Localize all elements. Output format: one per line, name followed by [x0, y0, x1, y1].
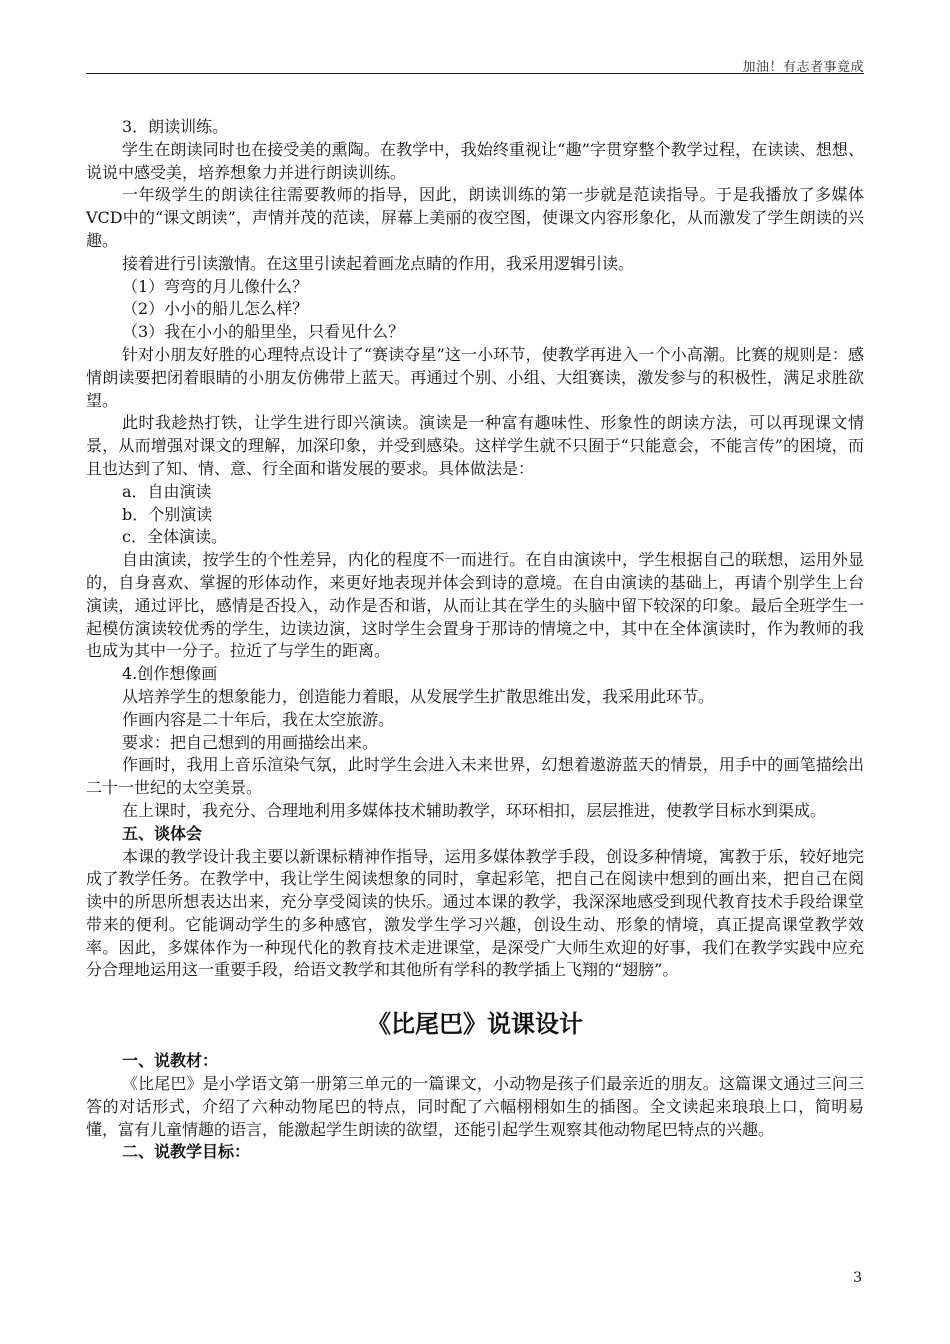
- document-title: 《比尾巴》说课设计: [367, 1009, 583, 1039]
- document-body: [86, 116, 864, 1164]
- paragraph: 接着进行引读激情。在这里引读起着画龙点睛的作用，我采用逻辑引读。: [122, 253, 635, 273]
- header-text: 加油！有志者事竟成: [742, 60, 864, 75]
- paragraph: 自由演读，按学生的个性差异，内化的程度不一而进行。在自由演读中，学生根据自己的联想，运用外显的，自身喜欢、掌握的形体动作，来更好地表现并体会到诗的意境。在自由演读的基础上，再请个别学生上台演读，通过评比，感情是否投入，动作是否和谐，从而让其在学生的头脑中留下较深的印象。最后全班学生一起模仿演读较优秀的学生，边读边演，这时学生会置身于那诗的情境之中，其中在全体演读时，作为教师的我也成为其中一分子。拉近了与学生的距离。: [86, 550, 864, 661]
- paragraph: 学生在朗读同时也在接受美的熏陶。在教学中，我始终重视让“趣”字贯穿整个教学过程，在读读、想想、说说中感受美，培养想象力并进行朗读训练。: [86, 139, 864, 182]
- paragraph: 从培养学生的想象能力，创造能力着眼，从发展学生扩散思维出发，我采用此环节。: [122, 686, 715, 706]
- paragraph: 针对小朋友好胜的心理特点设计了“赛读夺星”这一小环节，使教学再进入一个小高潮。比赛的规则是：感情朗读要把闭着眼睛的小朋友仿佛带上蓝天。再通过个别、小组、大组赛读，激发参与的积极性，满足求胜欲望。: [86, 344, 864, 410]
- list-item: （2）小小的船儿怎么样？: [122, 299, 309, 319]
- paragraph: 此时我趁热打铁，让学生进行即兴演读。演读是一种富有趣味性、形象性的朗读方法，可以再现课文情景，从而增强对课文的理解，加深印象，并受到感染。这样学生就不只囿于“只能意会，不能言传”的困境，而且也达到了知、情、意、行全面和谐发展的要求。具体做法是：: [86, 413, 864, 478]
- list-item: a．自由演读: [122, 481, 212, 501]
- list-item: （3）我在小小的船里坐，只看见什么？: [122, 322, 405, 342]
- paragraph: 要求：把自己想到的用画描绘出来。: [122, 732, 379, 752]
- page-number: 3: [853, 1270, 862, 1286]
- list-item: （1）弯弯的月儿像什么？: [122, 276, 309, 296]
- paragraph: 一年级学生的朗读往往需要教师的指导，因此，朗读训练的第一步就是范读指导。于是我播放了多媒体VCD中的“课文朗读”，声情并茂的范读，屏幕上美丽的夜空图，使课文内容形象化，从而激发了学生朗读的兴趣。: [86, 185, 864, 250]
- paragraph: 《比尾巴》是小学语文第一册第三单元的一篇课文，小动物是孩子们最亲近的朋友。这篇课文通过三问三答的对话形式，介绍了六种动物尾巴的特点，同时配了六幅栩栩如生的插图。全文读起来琅琅上口，简明易懂，富有儿童情趣的语言，能激起学生朗读的欲望，还能引起学生观察其他动物尾巴特点的兴趣。: [86, 1074, 864, 1139]
- paragraph: 作画时，我用上音乐渲染气氛，此时学生会进入未来世界，幻想着遨游蓝天的情景，用手中的画笔描绘出二十一世纪的太空美景。: [86, 755, 864, 798]
- paragraph: 4.创作想像画: [122, 664, 218, 684]
- section-heading: 五、谈体会: [122, 823, 203, 843]
- paragraph: 3．朗读训练。: [122, 117, 229, 136]
- list-item: b．个别演读: [122, 504, 213, 524]
- paragraph: 作画内容是二十年后，我在太空旅游。: [122, 709, 395, 729]
- paragraph: 本课的教学设计我主要以新课标精神作指导，运用多媒体教学手段，创设多种情境，寓教于乐，较好地完成了教学任务。在教学中，我让学生阅读想象的同时，拿起彩笔，把自己在阅读中想到的画出来，把自己在阅读中的所思所想表达出来，充分享受阅读的快乐。通过本课的教学，我深深地感受到现代教育技术手段给课堂带来的便利。它能调动学生的多种感官，激发学生学习兴趣，创设生动、形象的情境，真正提高课堂教学效率。因此，多媒体作为一种现代化的教育技术走进课堂，是深受广大师生欢迎的好事，我们在教学实践中应充分合理地运用这一重要手段，给语文教学和其他所有学科的教学插上飞翔的“翅膀”。: [86, 846, 864, 980]
- header-rule: [86, 73, 864, 74]
- section-heading: 二、说教学目标：: [122, 1142, 251, 1162]
- section-heading: 一、说教材：: [122, 1051, 219, 1071]
- list-item: c．全体演读。: [122, 527, 227, 547]
- paragraph: 在上课时，我充分、合理地利用多媒体技术辅助教学，环环相扣，层层推进，使教学目标水到渠成。: [122, 800, 827, 820]
